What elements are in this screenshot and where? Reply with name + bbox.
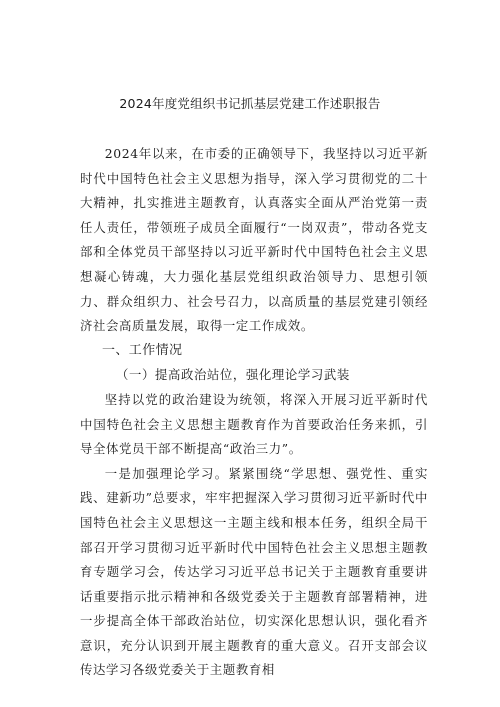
body-paragraph-political-building: 坚持以党的政治建设为统领，将深入开展习近平新时代中国特色社会主义思想主题教育作为首要政治任务来抓，引导全体党员干部不断提高“政治三力”。 (80, 391, 428, 457)
document-title: 2024年度党组织书记抓基层党建工作述职报告 (119, 96, 381, 111)
intro-paragraph: 2024年以来，在市委的正确领导下，我坚持以习近平新时代中国特色社会主义思想为指导，深入学习贯彻党的二十大精神，扎实推进主题教育，认真落实全面从严治党第一责任人责任，带领班子成员全面履行“一岗双责”，带动各党支部和全体党员干部坚持以习近平新时代中国特色社会主义思想凝心铸魂，大力强化基层党组织政治领导力、思想引领力、群众组织力、社会号召力，以高质量的基层党建引领经济社会高质量发展，取得一定工作成效。 (80, 146, 428, 334)
subsection-heading-political-stance: （一）提高政治站位，强化理论学习武装 (116, 367, 350, 383)
body-paragraph-theory-study: 一是加强理论学习。紧紧围绕“学思想、强党性、重实践、建新功”总要求，牢牢把握深入学习贯彻习近平新时代中国特色社会主义思想这一主题主线和根本任务，组织全局干部召开学习贯彻习近平新时代中国特色社会主义思想主题教育专题学习会，传达学习习近平总书记关于主题教育重要讲话重要指示批示精神和各级党委关于主题教育部署精神，进一步提高全体干部政治站位，切实深化思想认识，强化看齐意识，充分认识到开展主题教育的重大意义。召开支部会议传达学习各级党委关于主题教育相 (80, 465, 428, 678)
section-heading-work-status: 一、工作情况 (102, 342, 183, 358)
document-body (80, 142, 428, 683)
